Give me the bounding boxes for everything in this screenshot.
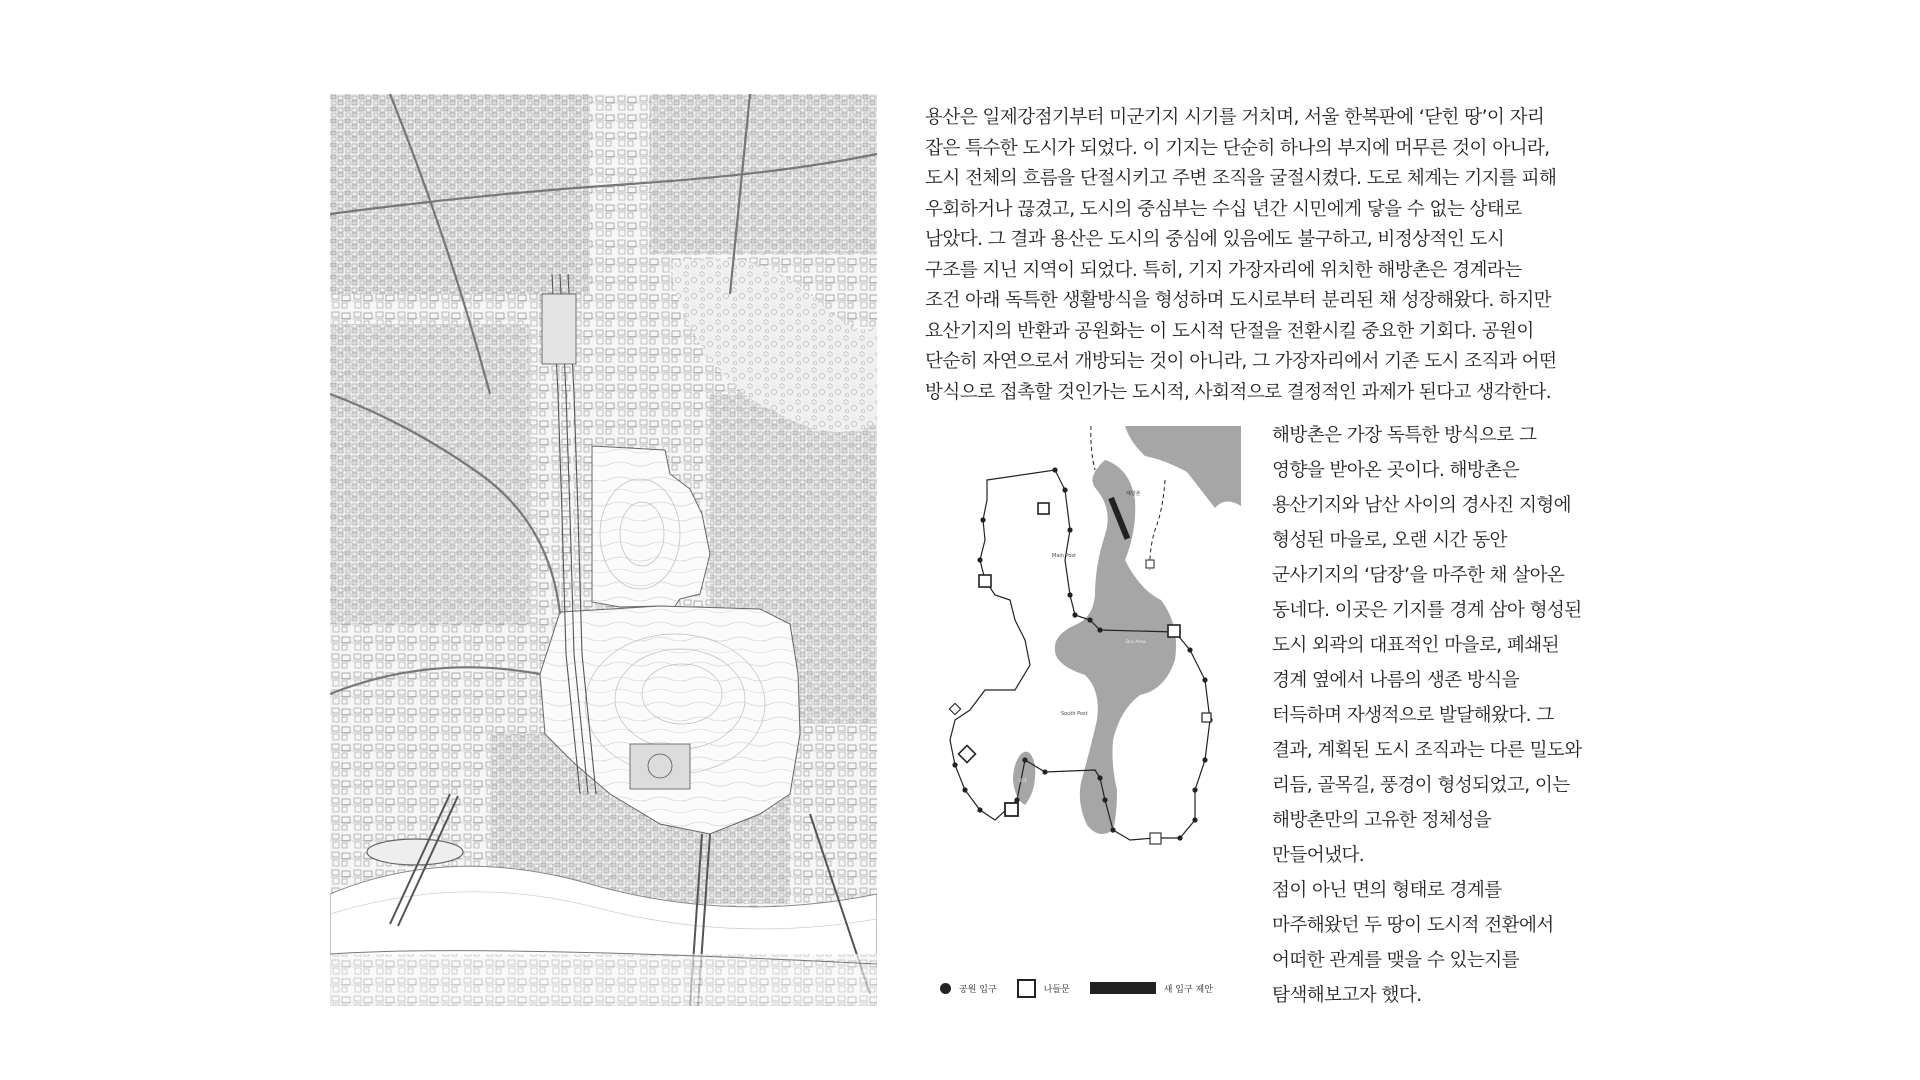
legend-park-entrance xyxy=(940,982,997,995)
legend-new-entrance xyxy=(1090,982,1213,995)
hollow-square-icon xyxy=(1017,979,1036,998)
haebangchon-area xyxy=(1125,426,1241,508)
main-paragraph: 용산은 일제강점기부터 미군기지 시기를 거치며, 서울 한복판에 ‘닫힌 땅’이 자리 잡은 특수한 도시가 되었다. 이 기지는 단순히 하나의 부지에 머무른 것이 아니라, 도시 전체의 흐름을 단절시키고 주변 조직을 굴절시켰다. 도로 체계는 기지를 피해 우회하거나 끊겼고, 도시의 중심부는 수십 년간 시민에게 닿을 수 없는 상태로 남았다. 그 결과 용산은 도시의 중심에 있음에도 불구하고, 비정상적인 도시 구조를 지닌 지역이 되었다. 특히, 기지 가장자리에 위치한 해방촌은 경계라는 조건 아래 독특한 생활방식을 형성하며 도시로부터 분리된 채 성장해왔다. 하지만 요산기지의 반환과 공원화는 이 도시적 단절을 전환시킬 중요한 기회다. 공원이 단순히 자연으로서 개방되는 것이 아니라, 그 가장자리에서 기존 도시 조직과 어떤 방식으로 접촉할 것인가는 도시적, 사회적으로 결정적인 과제가 된다고 생각한다. xyxy=(925,107,1557,403)
legend-park-entrance-label: 공원 입구 xyxy=(959,984,997,995)
label-buffer: Bcs Area xyxy=(1126,640,1146,645)
diagram-legend xyxy=(940,975,1240,1001)
black-bar-icon xyxy=(1090,982,1156,994)
label-south-post: South Post xyxy=(1061,711,1088,717)
boundary-diagram-drawing xyxy=(925,420,1245,860)
filled-dot-icon xyxy=(940,983,951,994)
side-paragraph: 해방촌은 가장 독특한 방식으로 그 영향을 받아온 곳이다. 해방촌은 용산기지와 남산 사이의 경사진 지형에 형성된 마을로, 오랜 시간 동안 군사기지의 ‘담장’을 마주한 채 살아온 동네다. 이곳은 기지를 경계 삼아 형성된 도시 외곽의 대표적인 마을로, 폐쇄된 경계 옆에서 나름의 생존 방식을 터득하며 자생적으로 발달해왔다. 그 결과, 계획된 도시 조직과는 다른 밀도와 리듬, 골목길, 풍경이 형성되었고, 이는 해방촌만의 고유한 정체성을 만들어냈다. 점이 아닌 면의 형태로 경계를 마주해왔던 두 땅이 도시적 전환에서 어떠한 관계를 맺을 수 있는지를 탐색해보고자 했다. xyxy=(1272,425,1582,1006)
label-haebangchon: 해방촌 xyxy=(1126,491,1141,497)
boundary-diagram xyxy=(925,420,1245,860)
legend-gate xyxy=(1017,979,1070,998)
aerial-site-map xyxy=(330,94,877,1006)
legend-new-entrance-label: 새 입구 제안 xyxy=(1163,984,1213,995)
label-main-post: Main Post xyxy=(1052,553,1076,559)
label-small-area: 보라 xyxy=(1018,779,1027,784)
legend-gate-label: 나들문 xyxy=(1043,984,1070,995)
aerial-site-map-drawing xyxy=(330,94,877,1006)
